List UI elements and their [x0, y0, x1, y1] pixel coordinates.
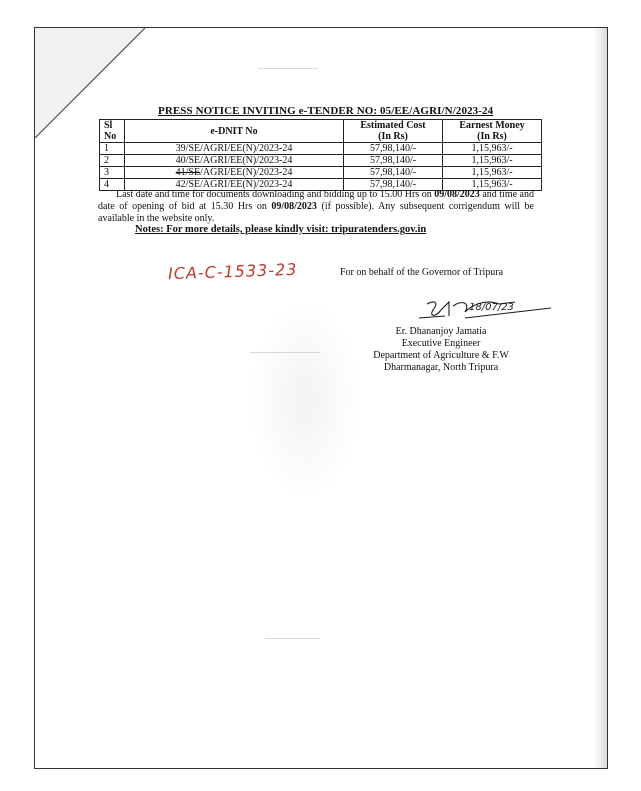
struck-text: 41/SE [175, 167, 201, 178]
table-row [100, 155, 542, 167]
scan-smudge [250, 300, 360, 500]
cell-cost: 57,98,140/- [344, 143, 443, 155]
on-behalf-line: For on behalf of the Governor of Tripura [340, 267, 504, 278]
cell-money: 1,15,963/- [443, 167, 542, 179]
cell-dnit: 42/SE/AGRI/EE(N)/2023-24 [125, 179, 344, 191]
bid-deadline-date: 09/08/2023 [434, 189, 480, 200]
signatory-location: Dharmanagar, North Tripura [383, 362, 499, 373]
scan-artifact [258, 68, 318, 69]
header-sl-no: Sl No [100, 120, 125, 143]
header-dnit-no: e-DNIT No [125, 120, 344, 143]
signatory-designation: Executive Engineer [401, 338, 481, 349]
cell-dnit-rest: /AGRI/EE(N)/2023-24 [200, 167, 293, 178]
cell-dnit: 40/SE/AGRI/EE(N)/2023-24 [125, 155, 344, 167]
header-earnest-money [443, 120, 542, 143]
cell-dnit: 39/SE/AGRI/EE(N)/2023-24 [125, 143, 344, 155]
signatory-name: Er. Dhananjoy Jamatia [395, 326, 487, 337]
header-money-line2: (In Rs) [477, 131, 507, 142]
notes-line: Notes: For more details, please kindly visit: tripuratenders.gov.in [135, 224, 427, 235]
header-estimated-cost [344, 120, 443, 143]
para-text-1: Last date and time for documents downloading and bidding up to 15.00 Hrs on [116, 189, 435, 200]
scan-artifact [265, 638, 320, 639]
handwritten-reference: ICA-C-1533-23 [167, 259, 298, 284]
bid-opening-date: 09/08/2023 [271, 201, 317, 212]
table-row [100, 143, 542, 155]
notice-title: PRESS NOTICE INVITING e-TENDER NO: 05/EE/AGRI/N/2023-24 [158, 105, 494, 117]
cell-money: 1,15,963/- [443, 155, 542, 167]
scan-edge-shadow [593, 28, 607, 768]
cell-sl: 3 [100, 167, 125, 179]
tender-table [99, 119, 542, 191]
signature [405, 292, 555, 326]
cell-cost: 57,98,140/- [344, 167, 443, 179]
table-row [100, 167, 542, 179]
cell-sl: 2 [100, 155, 125, 167]
cell-cost: 57,98,140/- [344, 155, 443, 167]
para-text-2: and time and date of opening of bid at 15.30 Hrs on [98, 189, 534, 212]
cell-sl: 1 [100, 143, 125, 155]
header-cost-line1: Estimated Cost [360, 120, 426, 131]
cell-dnit [125, 167, 344, 179]
signatory-block [356, 326, 526, 374]
cell-money: 1,15,963/- [443, 179, 542, 191]
header-cost-line2: (In Rs) [378, 131, 408, 142]
cell-money: 1,15,963/- [443, 143, 542, 155]
signature-date: 18/07/23 [469, 302, 514, 313]
scan-artifact [250, 352, 320, 353]
deadline-paragraph [98, 189, 534, 225]
signatory-department: Department of Agriculture & F.W [373, 350, 509, 361]
table-header-row [100, 120, 542, 143]
cell-sl: 4 [100, 179, 125, 191]
header-money-line1: Earnest Money [459, 120, 525, 131]
para-text-3: (if possible). Any subsequent corrigendum will be available in the website only. [98, 201, 534, 224]
cell-cost: 57,98,140/- [344, 179, 443, 191]
